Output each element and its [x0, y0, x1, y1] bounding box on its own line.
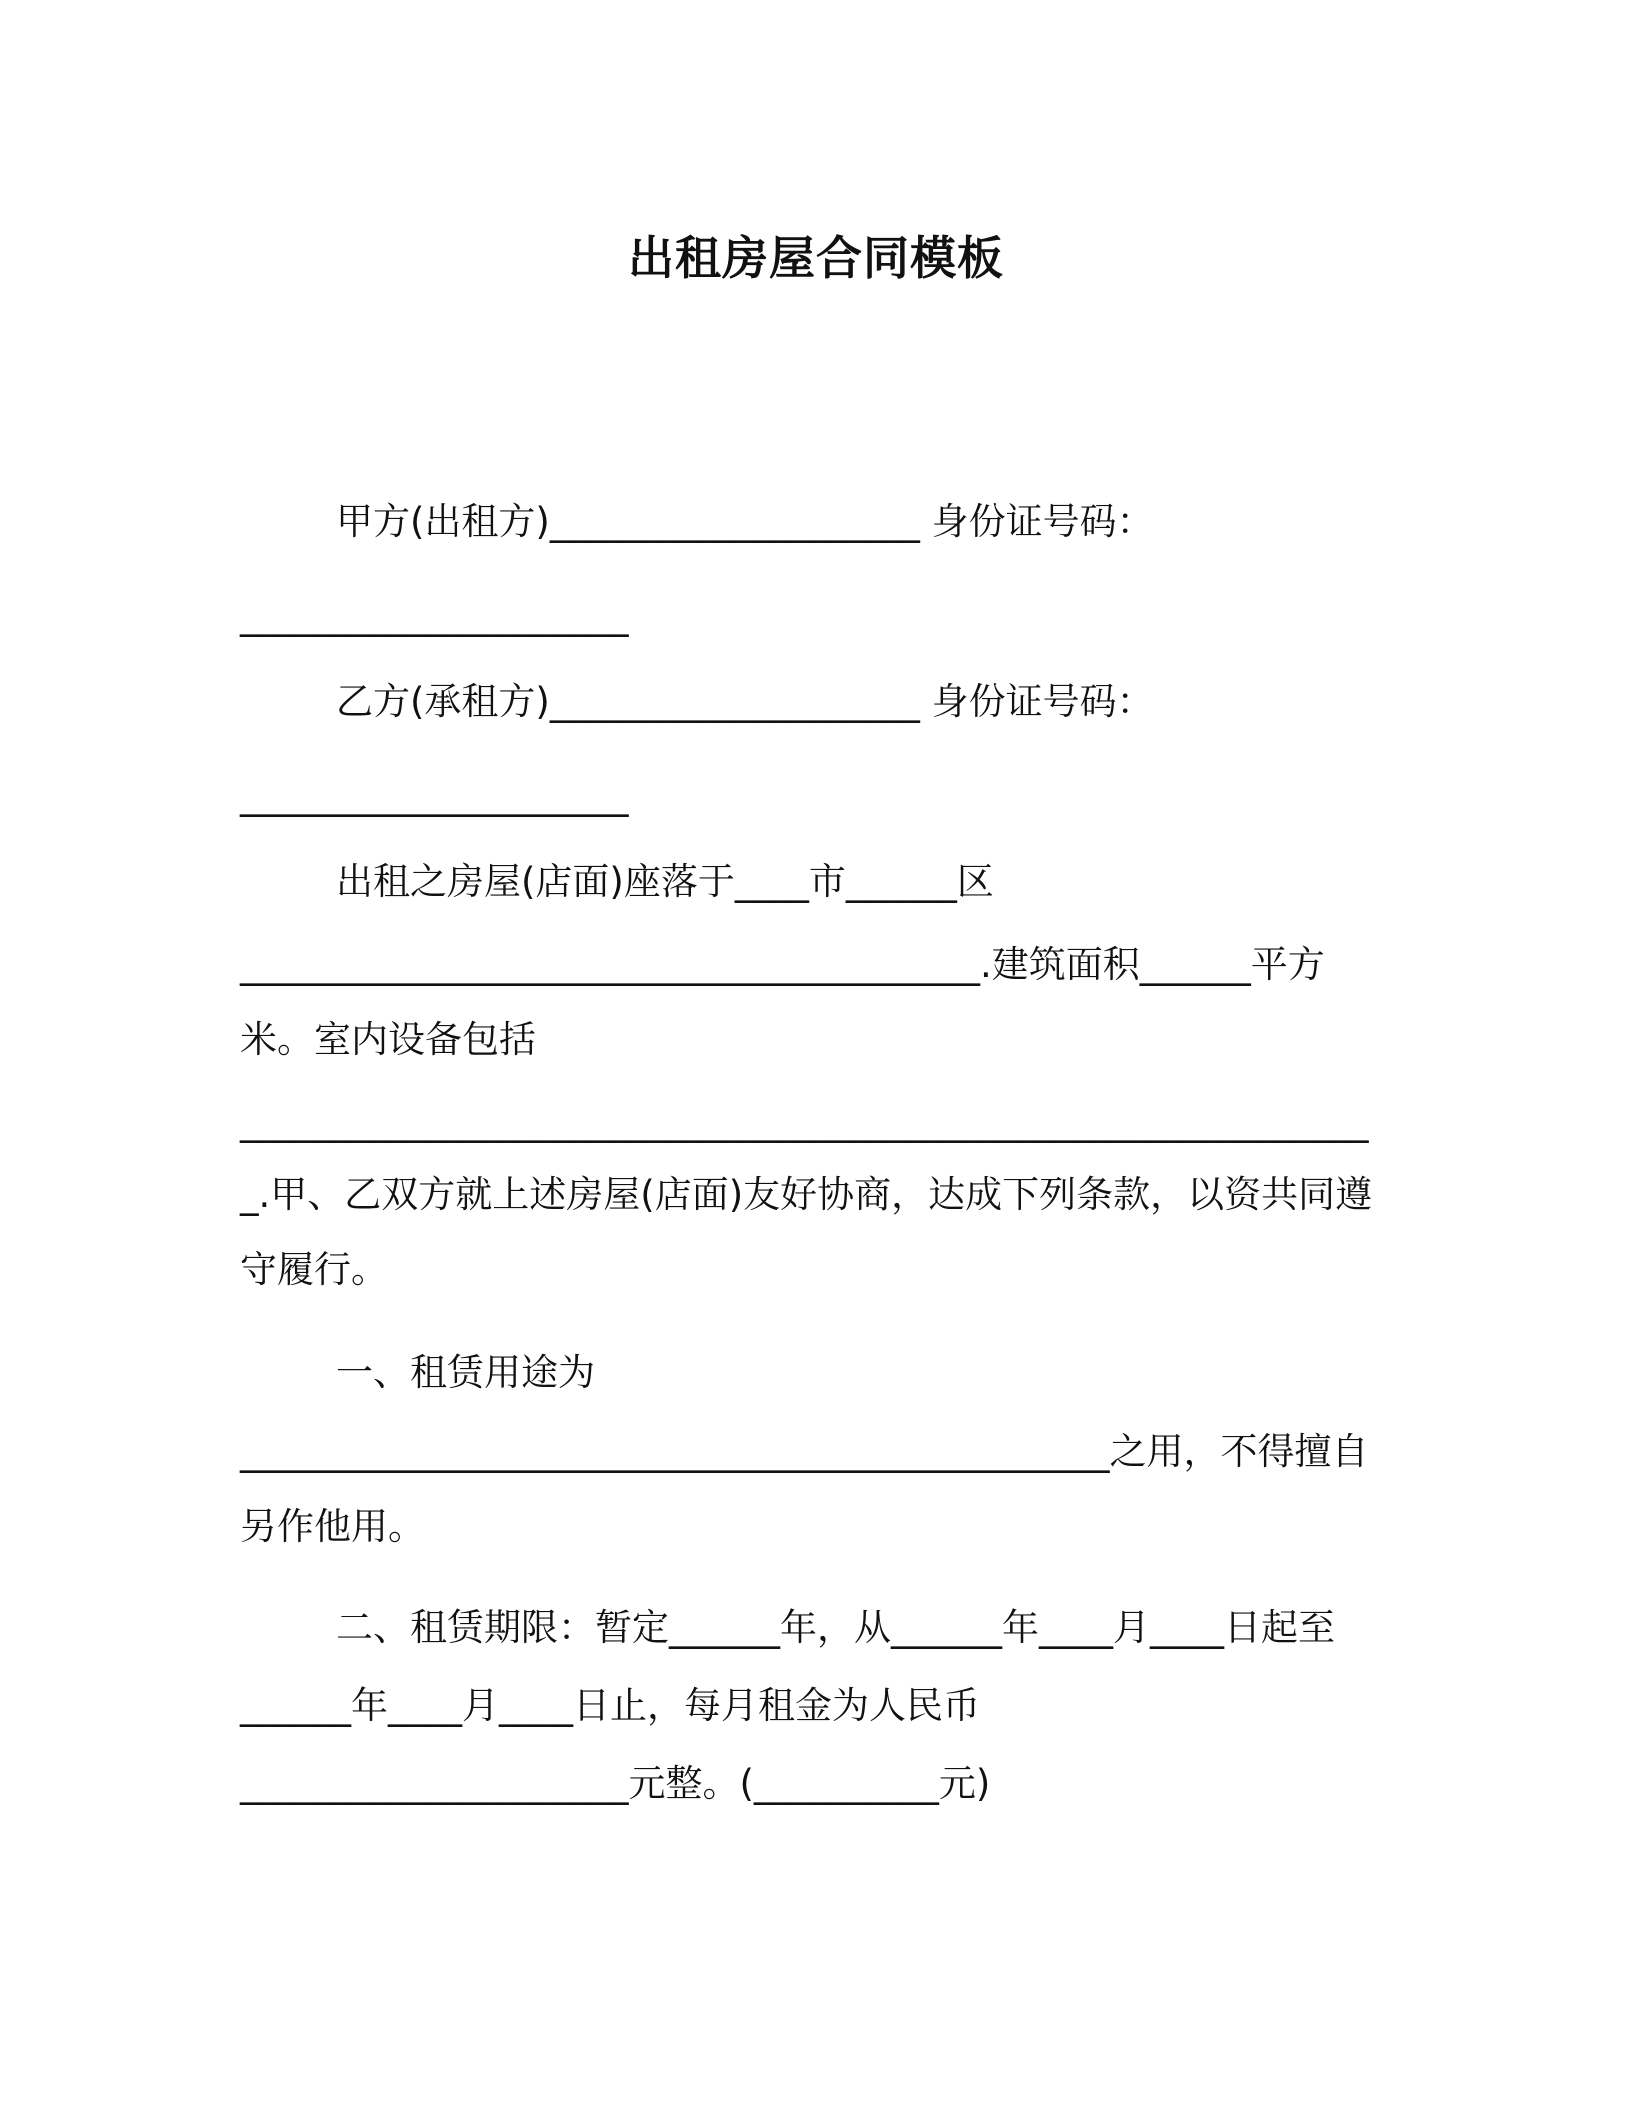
equipment-blank: _____________________________________________________________	[240, 1100, 1369, 1143]
equipment-line: 米。室内设备包括	[240, 1018, 536, 1061]
party-b-line: 乙方(承租方)____________________ 身份证号码：	[336, 680, 1154, 723]
party-b-id-blank: _____________________	[240, 774, 629, 817]
document-title: 出租房屋合同模板	[628, 231, 1004, 285]
clause-1-usage-end: 另作他用。	[240, 1505, 425, 1548]
clause-2-amount-line: _____________________元整。(__________元)	[240, 1762, 991, 1805]
clause-1-usage-line: _______________________________________________之用，不得擅自	[240, 1430, 1369, 1473]
agreement-line: _.甲、乙双方就上述房屋(店面)友好协商，达成下列条款，以资共同遵	[240, 1173, 1373, 1216]
clause-1-heading: 一、租赁用途为	[336, 1351, 595, 1394]
property-area-line: ________________________________________.建筑面积______平方	[240, 943, 1325, 986]
property-location-line: 出租之房屋(店面)座落于____市______区	[336, 860, 994, 903]
party-a-id-blank: _____________________	[240, 594, 629, 637]
clause-2-term-line: 二、租赁期限：暂定______年，从______年____月____日起至	[336, 1606, 1335, 1649]
party-a-line: 甲方(出租方)____________________ 身份证号码：	[336, 500, 1154, 543]
clause-2-rent-line: ______年____月____日止，每月租金为人民币	[240, 1684, 980, 1727]
agreement-line-end: 守履行。	[240, 1248, 388, 1291]
